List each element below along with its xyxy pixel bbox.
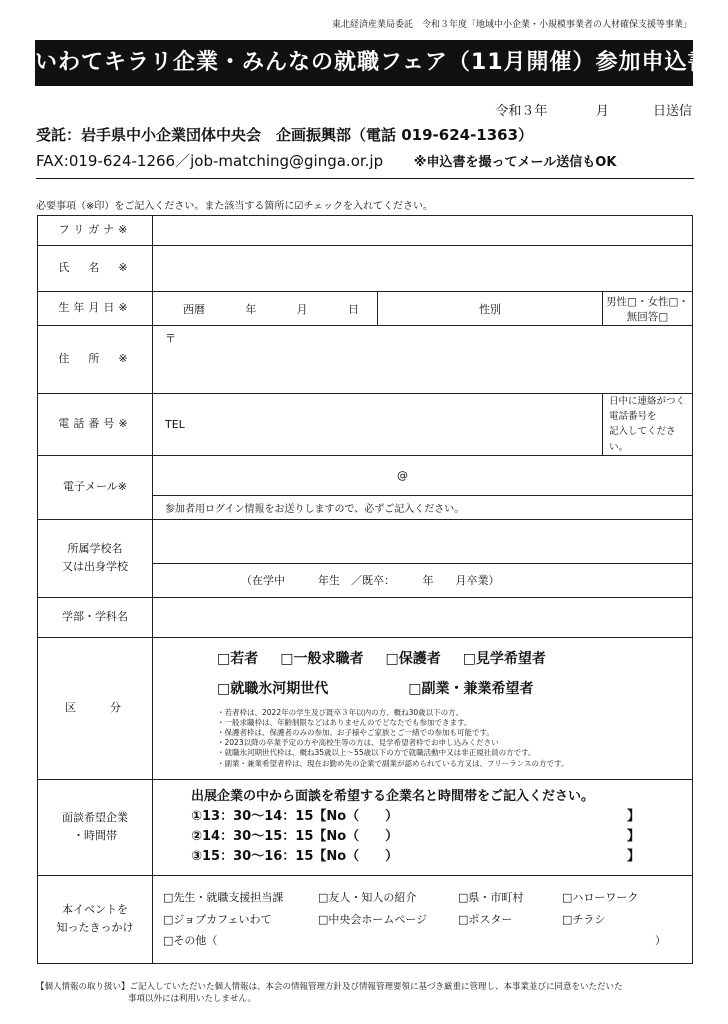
- slot-2[interactable]: ②14：30～15：15【No（ ） 】: [191, 829, 640, 845]
- source-municipality[interactable]: □県・市町村: [458, 891, 524, 905]
- date-era: 令和３年: [495, 104, 548, 119]
- faculty-field[interactable]: [153, 597, 693, 637]
- school-status[interactable]: （在学中 年生 ／既卒： 年 月卒業）: [153, 563, 693, 597]
- address-label: 住 所 ※: [38, 326, 153, 394]
- source-jobcafe[interactable]: □ジョブカフェいわて: [163, 912, 272, 926]
- phone-note: 日中に連絡がつく電話番号を 記入してください。: [602, 394, 692, 456]
- receiver-info: 受託：岩手県中小企業団体中央会 企画振興部（電話 019-624-1363）: [36, 126, 534, 144]
- name-label: 氏 名 ※: [38, 246, 153, 292]
- furigana-label: フリガナ※: [38, 216, 153, 246]
- source-hellowork[interactable]: □ハローワーク: [562, 891, 639, 905]
- send-date: [495, 100, 692, 119]
- phone-label: 電話番号※: [38, 394, 153, 456]
- source-friend[interactable]: □友人・知人の紹介: [318, 891, 417, 905]
- category-options: [153, 637, 693, 779]
- postal-mark: 〒: [165, 332, 176, 345]
- school-label: 所属学校名 又は出身学校: [38, 519, 153, 597]
- school-field[interactable]: [153, 519, 693, 563]
- category-observer[interactable]: □見学希望者: [462, 650, 546, 667]
- birth-field[interactable]: [153, 292, 378, 326]
- category-label: 区 分: [38, 637, 153, 779]
- source-options: [153, 875, 693, 963]
- fax-contact: [36, 150, 616, 171]
- interview-heading: 出展企業の中から面談を希望する企業名と時間帯をご記入ください。: [191, 788, 595, 804]
- furigana-field[interactable]: [153, 216, 693, 246]
- slot-1[interactable]: ①13：30～14：15【No（ ） 】: [191, 809, 640, 825]
- birth-month: 月: [296, 302, 308, 316]
- interview-label: 面談希望企業 ・時間帯: [38, 779, 153, 875]
- category-side-job[interactable]: □副業・兼業希望者: [408, 680, 534, 697]
- date-day: 日送信: [652, 104, 692, 119]
- birth-label: 生年月日※: [38, 292, 153, 326]
- birth-day: 日: [347, 302, 359, 316]
- gender-label: 性別: [377, 292, 602, 326]
- form-title: いわてキラリ企業・みんなの就職フェア（11月開催）参加申込書: [35, 40, 693, 86]
- category-general[interactable]: □一般求職者: [280, 650, 364, 667]
- category-ice-age[interactable]: □就職氷河期世代: [217, 680, 329, 697]
- interview-slots: [153, 779, 693, 875]
- source-website[interactable]: □中央会ホームページ: [318, 912, 428, 926]
- email-label: 電子メール※: [38, 455, 153, 519]
- birth-era: 西暦: [183, 302, 205, 316]
- source-label: 本イベントを 知ったきっかけ: [38, 875, 153, 963]
- faculty-label: 学部・学科名: [38, 597, 153, 637]
- fax-email: FAX:019-624-1266／job-matching@ginga.or.jp: [36, 152, 384, 170]
- divider: [36, 178, 694, 179]
- email-note: 参加者用ログイン情報をお送りしますので、必ずご記入ください。: [153, 495, 693, 519]
- address-field[interactable]: [153, 326, 693, 394]
- sponsor-text: 東北経済産業局委託 令和３年度「地域中小企業・小規模事業者の人材確保支援等事業」: [331, 20, 692, 30]
- source-flyer[interactable]: □チラシ: [562, 912, 606, 926]
- application-form: [37, 215, 693, 964]
- slot-3[interactable]: ③15：30～16：15【No（ ） 】: [191, 849, 640, 865]
- privacy-line-2: 事項以外には利用いたしません。: [128, 994, 257, 1005]
- birth-year: 年: [245, 302, 257, 316]
- source-poster[interactable]: □ポスター: [458, 912, 513, 926]
- privacy-line-1: 【個人情報の取り扱い】ご記入していただいた個人情報は、本会の情報管理方針及び情報管理要領に基づき厳重に管理し、本事業並びに同意をいただいた: [36, 982, 623, 992]
- email-at: @: [397, 468, 408, 482]
- instruction-text: 必要事項（※印）をご記入ください。また該当する箇所に☑チェックを入れてください。: [36, 201, 434, 212]
- source-teacher[interactable]: □先生・就職支援担当課: [163, 891, 284, 905]
- name-field[interactable]: [153, 246, 693, 292]
- source-other[interactable]: □その他（ ）: [163, 933, 666, 947]
- category-notes: ・若者枠は、2022年の学生及び既卒３年以内の方、概ね30歳以下の方。 ・一般求職枠は、年齢制限などはありませんのでどなたでも参加できます。 ・保護者枠は、保護者のみの参加、お子様やご家族とご一緒での参加も可能です。 ・2023以降の卒業予定の方や高校生等の方は、見学希望者枠でお申し込みください ・就職氷河期世代枠は、概ね35歳以上～55歳以下の方で就職活動中又は非正規社員の方です。 ・副業・兼業希望者枠は、現在お勤め先の企業で副業が認められている方又は、フリーランスの方です。: [217, 707, 569, 768]
- privacy-notice: [36, 981, 696, 1006]
- gender-options[interactable]: 男性□・女性□・無回答□: [602, 292, 692, 326]
- phone-field[interactable]: TEL: [153, 394, 603, 456]
- category-guardian[interactable]: □保護者: [385, 650, 441, 667]
- email-field[interactable]: [153, 455, 693, 495]
- date-month: 月: [595, 104, 609, 119]
- category-youth[interactable]: □若者: [217, 650, 259, 667]
- fax-note: ※申込書を撮ってメール送信もOK: [413, 155, 617, 170]
